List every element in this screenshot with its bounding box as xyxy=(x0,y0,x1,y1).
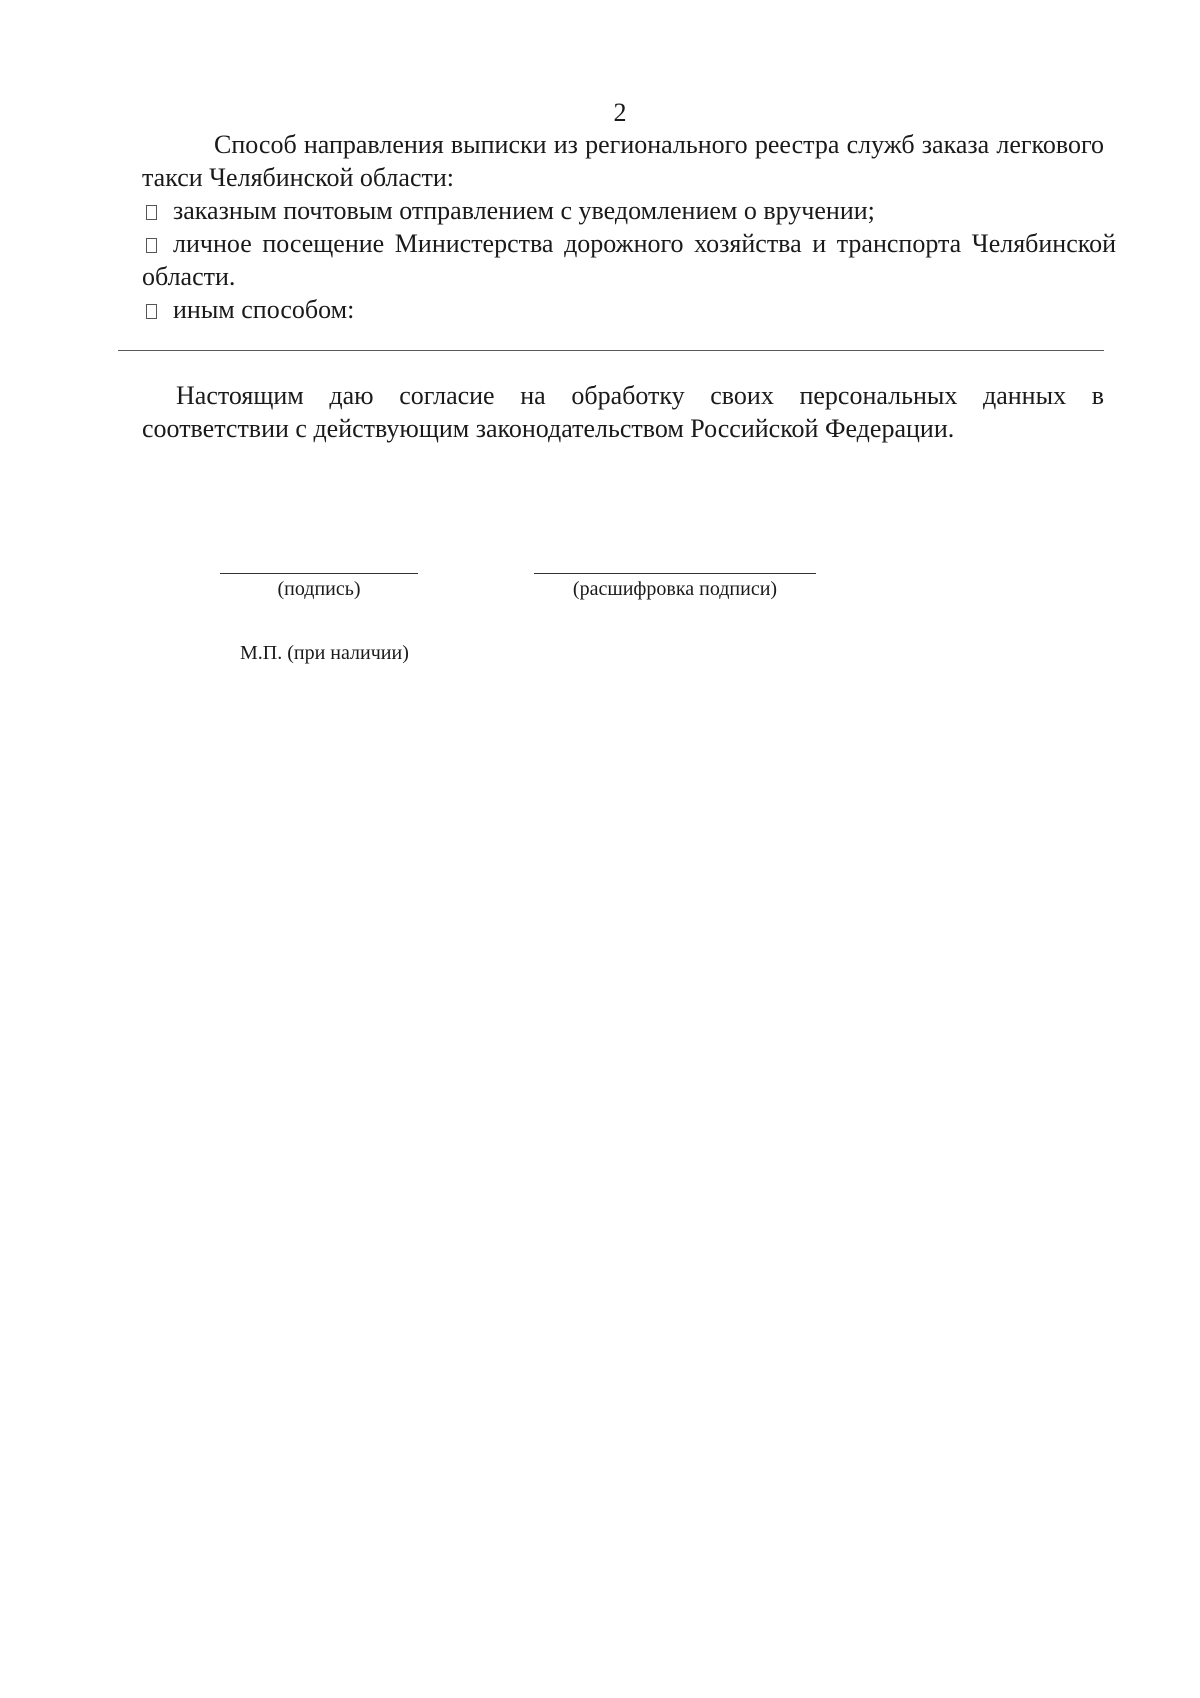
personal-data-consent: Настоящим даю согласие на обработку своих персональных данных в соответствии с действующим законодательством Российской Федерации. xyxy=(142,381,1104,443)
checkbox-icon[interactable] xyxy=(146,205,157,220)
signature-caption: (подпись) xyxy=(277,578,361,600)
signature-decoding-line[interactable] xyxy=(534,573,816,574)
option-label: личное посещение Министерства дорожного хозяйства и транспорта Челябинской области. xyxy=(142,229,1116,291)
option-other-method xyxy=(142,293,1116,326)
delivery-method-intro: Способ направления выписки из регионального реестра служб заказа легкового такси Челябинской области: xyxy=(142,130,1104,192)
option-label: заказным почтовым отправлением с уведомлением о вручении; xyxy=(173,196,875,225)
delivery-method-options xyxy=(142,194,1116,326)
option-registered-mail xyxy=(142,194,1116,227)
option-label: иным способом: xyxy=(173,295,355,324)
signature-decoding-caption: (расшифровка подписи) xyxy=(572,578,778,600)
signature-line[interactable] xyxy=(220,573,418,574)
checkbox-icon[interactable] xyxy=(146,304,157,319)
option-personal-visit xyxy=(142,227,1116,293)
stamp-note: М.П. (при наличии) xyxy=(240,642,409,664)
page-number: 2 xyxy=(613,98,627,127)
checkbox-icon[interactable] xyxy=(146,238,157,253)
other-method-fill-line[interactable] xyxy=(118,350,1104,351)
